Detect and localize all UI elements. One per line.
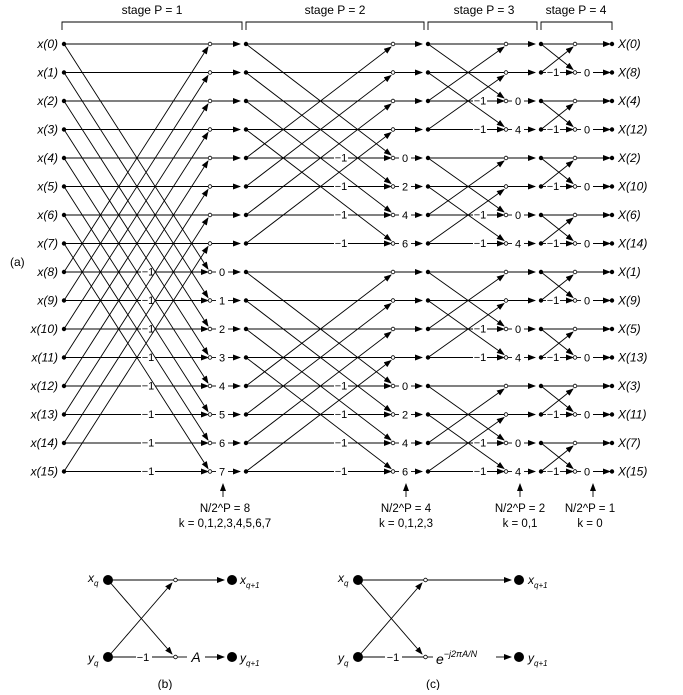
stage-2-cross-0-to-4	[246, 44, 391, 155]
stage-3-cross-2-to-0	[428, 47, 504, 101]
stage-3-minus-one-14: −1	[473, 437, 487, 450]
stage-1-minus-one-14: −1	[141, 437, 155, 450]
stage-3-cross-0-to-2	[428, 44, 504, 98]
stage-2-twiddle-7: 6	[401, 238, 409, 251]
stage-2-sum-0	[391, 42, 395, 46]
stage-3-cross-11-to-9	[428, 304, 504, 358]
butterfly-c-caption: (c)	[426, 677, 440, 690]
output-node-10	[610, 327, 614, 331]
stage-4-cross-2-to-3	[541, 101, 573, 127]
stage-3-sum-12	[504, 384, 508, 388]
stage-2-cross-10-to-14	[246, 329, 391, 440]
stage-1-minus-one-9: −1	[141, 295, 155, 307]
stage-3-cross-8-to-10	[428, 272, 504, 326]
stage-4-twiddle-5: 0	[583, 181, 591, 194]
output-label-13: X(11)	[618, 407, 647, 422]
stage-3-sum-10	[504, 327, 508, 331]
butterfly-b-node-xq1	[227, 575, 237, 585]
stage-2-cross-15-to-11	[246, 361, 391, 472]
stage-2-sum-7	[391, 242, 395, 246]
output-node-15	[610, 469, 614, 473]
stage-4-cross-10-to-11	[541, 329, 573, 355]
stage-4-sum-10	[573, 327, 577, 331]
stage-2-cross-12-to-8	[246, 275, 391, 386]
stage-1-sum-2	[208, 99, 212, 103]
stage-4-minus-one-1: −1	[546, 67, 560, 79]
stage-2-sum-14	[391, 441, 395, 445]
input-label-3: x(3)	[37, 122, 58, 137]
stage-3-label: stage P = 3	[453, 3, 515, 17]
stage-2-sum-2	[391, 99, 395, 103]
stage-3-twiddle-10: 0	[514, 324, 522, 336]
stage-2-minus-one-13: −1	[334, 409, 348, 421]
output-node-0	[610, 42, 614, 46]
output-label-0: X(0)	[618, 37, 641, 51]
butterfly-c-xq1-label: $x_{q+1}$	[528, 573, 548, 590]
stage-1-cross-7-to-15	[64, 244, 208, 469]
stage-1-sum-3	[208, 128, 212, 132]
stage-1-minus-one-8: −1	[141, 266, 155, 279]
stage-3-minus-one-2: −1	[473, 95, 487, 108]
input-label-10: x(10)	[30, 322, 58, 336]
input-label-6: x(6)	[37, 208, 58, 222]
output-node-5	[610, 184, 614, 188]
stage-1-minus-one-15: −1	[141, 466, 155, 478]
output-node-6	[610, 213, 614, 217]
butterfly-c-yq1-label: $y_{q+1}$	[528, 651, 548, 668]
stage-1-twiddle-8: 0	[218, 267, 226, 279]
stage-4-sum-7	[573, 242, 577, 246]
stage-3-cross-4-to-6	[428, 158, 504, 212]
butterfly-b-yq-label: $y_q$	[88, 651, 99, 668]
stage-3-sum-2	[504, 99, 508, 103]
stage-1-sum-9	[208, 299, 212, 303]
stage-2-cross-7-to-3	[246, 133, 391, 244]
stage-2-cross-4-to-0	[246, 47, 391, 158]
input-label-11: x(11)	[31, 350, 58, 365]
stage-1-sum-13	[208, 413, 212, 417]
stage-1-cross-6-to-14	[64, 215, 208, 440]
butterfly-b-cross-up	[108, 583, 172, 657]
stage-1-minus-one-13: −1	[141, 409, 155, 421]
stage-3-note-line1: N/2^P = 2	[494, 503, 546, 515]
stage-1-minus-one-12: −1	[141, 380, 155, 393]
output-label-12: X(3)	[618, 379, 641, 393]
stage-4-sum-13	[573, 413, 577, 417]
output-node-14	[610, 441, 614, 445]
output-node-8	[610, 270, 614, 274]
stage-3-minus-one-15: −1	[473, 466, 487, 478]
stage-4-minus-one-11: −1	[546, 352, 560, 364]
signal-flow-graph	[30, 37, 648, 479]
input-label-1: x(1)	[37, 65, 58, 80]
butterfly-c-yq-label: $y_q$	[338, 651, 349, 668]
stage-3-sum-15	[504, 470, 508, 474]
butterfly-c-sum-top	[424, 578, 428, 582]
butterfly-c-cross-down	[358, 580, 422, 654]
stage-4-sum-2	[573, 99, 577, 103]
stage-1-cross-15-to-7	[64, 247, 208, 472]
stage-2-cross-8-to-12	[246, 272, 391, 383]
stage-1-twiddle-15: 7	[218, 466, 226, 479]
stage-1-sum-0	[208, 42, 212, 46]
output-node-13	[610, 412, 614, 416]
stage-3-cross-7-to-5	[428, 190, 504, 244]
stage-1-twiddle-14: 6	[218, 438, 226, 450]
stage-3-sum-0	[504, 42, 508, 46]
stage-3-twiddle-14: 0	[514, 438, 522, 450]
stage-2-sum-9	[391, 299, 395, 303]
stage-2-sum-1	[391, 71, 395, 75]
stage-2-label: stage P = 2	[304, 3, 366, 17]
stage-1-cross-2-to-10	[64, 101, 208, 326]
butterfly-c-multiplier: $e^{-j2\pi A/N}$	[436, 649, 478, 667]
input-label-12: x(12)	[30, 379, 58, 393]
stage-2-cross-9-to-13	[246, 301, 391, 412]
stage-4-minus-one-7: −1	[546, 238, 560, 250]
stage-4-minus-one-3: −1	[546, 124, 560, 136]
stage-1-twiddle-12: 4	[218, 381, 226, 393]
input-label-13: x(13)	[30, 407, 58, 422]
stage-3-cross-6-to-4	[428, 161, 504, 215]
butterfly-c-node-yq1	[514, 652, 524, 662]
stage-1-cross-9-to-1	[64, 76, 208, 301]
stage-1-sum-15	[208, 470, 212, 474]
stage-4-sum-1	[573, 71, 577, 75]
stage-2-minus-one-4: −1	[334, 152, 348, 165]
stage-3-minus-one-11: −1	[473, 352, 487, 364]
input-label-0: x(0)	[37, 37, 58, 51]
stage-2-sum-6	[391, 213, 395, 217]
output-label-9: X(9)	[618, 293, 641, 308]
stage-2-minus-one-12: −1	[334, 380, 348, 393]
stage-1-cross-0-to-8	[64, 44, 208, 269]
stage-4-minus-one-5: −1	[546, 181, 560, 193]
stage-1-cross-11-to-3	[64, 133, 208, 358]
stage-1-cross-3-to-11	[64, 130, 208, 355]
stage-3-cross-10-to-8	[428, 275, 504, 329]
stage-3-twiddle-7: 4	[514, 238, 522, 251]
stage-2-twiddle-13: 2	[401, 409, 409, 422]
stage-4-minus-one-9: −1	[546, 295, 560, 307]
butterfly-b-caption: (b)	[157, 677, 173, 690]
stage-3-sum-7	[504, 242, 508, 246]
output-node-3	[610, 127, 614, 131]
output-label-3: X(12)	[618, 122, 648, 137]
stage-4-twiddle-13: 0	[583, 409, 591, 422]
butterfly-b-xq-label: $x_q$	[88, 571, 99, 588]
stage-2-sum-12	[391, 384, 395, 388]
butterfly-c	[337, 571, 548, 690]
stage-3-minus-one-6: −1	[473, 209, 487, 222]
stage-3-minus-one-3: −1	[473, 124, 487, 136]
stage-4-sum-4	[573, 156, 577, 160]
stage-4-sum-3	[573, 128, 577, 132]
stage-4-cross-14-to-15	[541, 443, 573, 469]
stage-2-sum-11	[391, 356, 395, 360]
stage-2-twiddle-5: 2	[401, 181, 409, 194]
stage-1-cross-12-to-4	[64, 161, 208, 386]
stage-1-cross-5-to-13	[64, 187, 208, 412]
stage-3-sum-4	[504, 156, 508, 160]
input-label-5: x(5)	[37, 179, 58, 194]
stage-2-cross-14-to-10	[246, 332, 391, 443]
stage-1-cross-8-to-0	[64, 47, 208, 272]
output-node-7	[610, 241, 614, 245]
stage-2-note-line1: N/2^P = 4	[380, 503, 432, 515]
stage-2-cross-5-to-1	[246, 76, 391, 187]
butterfly-b-cross-down	[108, 580, 172, 654]
stage-3-sum-9	[504, 299, 508, 303]
stage-2-note-line2: k = 0,1,2,3	[378, 518, 434, 530]
stage-4-brace	[541, 22, 612, 30]
butterfly-b	[87, 571, 260, 690]
stage-2-sum-8	[391, 270, 395, 274]
stage-3-sum-11	[504, 356, 508, 360]
stage-2-minus-one-7: −1	[334, 238, 348, 250]
stage-2-cross-2-to-6	[246, 101, 391, 212]
stage-3-cross-5-to-7	[428, 187, 504, 241]
stage-1-cross-1-to-9	[64, 73, 208, 298]
butterfly-b-minus-one: −1	[136, 652, 150, 664]
stage-3-cross-9-to-11	[428, 301, 504, 355]
stage-3-twiddle-6: 0	[514, 210, 522, 222]
stage-3-cross-13-to-15	[428, 415, 504, 469]
stage-3-sum-13	[504, 413, 508, 417]
stage-3-note-line2: k = 0,1	[502, 518, 538, 530]
butterfly-b-yq1-label: $y_{q+1}$	[240, 651, 260, 668]
stage-4-note-line2: k = 0	[577, 518, 603, 530]
stage-4-cross-4-to-5	[541, 158, 573, 184]
stage-4-sum-5	[573, 185, 577, 189]
stage-2-sum-15	[391, 470, 395, 474]
output-label-7: X(14)	[618, 236, 648, 251]
stage-4-cross-12-to-13	[541, 386, 573, 412]
input-label-4: x(4)	[37, 151, 58, 165]
stage-4-label: stage P = 4	[545, 3, 607, 17]
output-label-15: X(15)	[618, 464, 648, 479]
input-label-9: x(9)	[37, 293, 58, 308]
stage-1-minus-one-10: −1	[141, 323, 155, 336]
stage-3-minus-one-7: −1	[473, 238, 487, 250]
output-node-2	[610, 99, 614, 103]
stage-1-twiddle-13: 5	[218, 409, 226, 422]
stage-1-label: stage P = 1	[121, 3, 183, 17]
stage-1-sum-10	[208, 327, 212, 331]
output-label-2: X(4)	[618, 94, 641, 108]
stage-2-twiddle-4: 0	[401, 153, 409, 165]
stage-headers	[62, 3, 612, 30]
stage-2-cross-3-to-7	[246, 130, 391, 241]
butterfly-b-node-yq1	[227, 652, 237, 662]
butterfly-b-sum-bottom	[174, 655, 178, 659]
stage-1-minus-one-11: −1	[141, 352, 155, 364]
stage-2-twiddle-6: 4	[401, 210, 409, 222]
input-label-14: x(14)	[30, 436, 58, 450]
stage-1-note-line2: k = 0,1,2,3,4,5,6,7	[178, 518, 272, 530]
stage-1-cross-13-to-5	[64, 190, 208, 415]
stage-4-twiddle-7: 0	[583, 238, 591, 251]
stage-3-cross-12-to-14	[428, 386, 504, 440]
stage-3-minus-one-10: −1	[473, 323, 487, 336]
stage-4-cross-6-to-7	[541, 215, 573, 241]
stage-1-sum-12	[208, 384, 212, 388]
stage-3-sum-5	[504, 185, 508, 189]
stage-1-twiddle-10: 2	[218, 324, 226, 336]
stage-4-sum-12	[573, 384, 577, 388]
stage-1-note-line1: N/2^P = 8	[199, 503, 251, 515]
output-node-11	[610, 355, 614, 359]
stage-3-cross-14-to-12	[428, 389, 504, 443]
stage-3-sum-3	[504, 128, 508, 132]
output-label-4: X(2)	[618, 151, 641, 165]
stage-2-brace	[246, 22, 424, 30]
stage-1-brace	[62, 22, 242, 30]
stage-4-sum-0	[573, 42, 577, 46]
stage-1-twiddle-11: 3	[218, 352, 226, 365]
stage-3-twiddle-2: 0	[514, 96, 522, 108]
stage-2-minus-one-15: −1	[334, 466, 348, 478]
output-label-14: X(7)	[618, 436, 641, 450]
output-label-6: X(6)	[618, 208, 641, 222]
output-node-4	[610, 156, 614, 160]
stage-3-sum-14	[504, 441, 508, 445]
stage-2-cross-13-to-9	[246, 304, 391, 415]
stage-1-cross-14-to-6	[64, 218, 208, 443]
output-label-1: X(8)	[618, 65, 641, 80]
output-label-10: X(5)	[618, 322, 641, 336]
stage-4-twiddle-1: 0	[583, 67, 591, 80]
stage-4-sum-11	[573, 356, 577, 360]
input-label-8: x(8)	[37, 265, 58, 279]
output-node-12	[610, 384, 614, 388]
stage-3-sum-1	[504, 71, 508, 75]
stage-2-cross-1-to-5	[246, 73, 391, 184]
stage-4-twiddle-3: 0	[583, 124, 591, 137]
stage-4-twiddle-15: 0	[583, 466, 591, 479]
stage-3-twiddle-3: 4	[514, 124, 522, 137]
stage-4-sum-15	[573, 470, 577, 474]
butterfly-b-xq1-label: $x_{q+1}$	[240, 573, 260, 590]
stage-3-twiddle-15: 4	[514, 466, 522, 479]
stage-2-twiddle-15: 6	[401, 466, 409, 479]
stage-1-sum-6	[208, 213, 212, 217]
stage-3-sum-8	[504, 270, 508, 274]
output-label-5: X(10)	[618, 179, 648, 194]
stage-1-cross-10-to-2	[64, 104, 208, 329]
stage-2-sum-4	[391, 156, 395, 160]
stage-4-sum-9	[573, 299, 577, 303]
stage-2-sum-10	[391, 327, 395, 331]
stage-3-cross-15-to-13	[428, 418, 504, 472]
stage-2-sum-5	[391, 185, 395, 189]
input-label-2: x(2)	[37, 94, 58, 108]
butterfly-c-sum-bottom	[424, 655, 428, 659]
stage-2-twiddle-12: 0	[401, 381, 409, 393]
stage-4-minus-one-15: −1	[546, 466, 560, 478]
output-label-8: X(1)	[618, 265, 641, 279]
stage-1-sum-4	[208, 156, 212, 160]
butterfly-c-cross-up	[358, 583, 422, 657]
stage-3-cross-1-to-3	[428, 73, 504, 127]
stage-2-twiddle-14: 4	[401, 438, 409, 450]
stage-2-minus-one-14: −1	[334, 437, 348, 450]
output-node-9	[610, 298, 614, 302]
stage-4-twiddle-9: 0	[583, 295, 591, 308]
stage-notes	[179, 484, 615, 530]
stage-1-sum-5	[208, 185, 212, 189]
input-label-7: x(7)	[37, 236, 58, 251]
stage-1-cross-4-to-12	[64, 158, 208, 383]
stage-4-sum-8	[573, 270, 577, 274]
stage-1-twiddle-9: 1	[218, 295, 226, 308]
output-label-11: X(13)	[618, 350, 648, 365]
stage-3-cross-3-to-1	[428, 76, 504, 130]
stage-2-sum-13	[391, 413, 395, 417]
stage-4-twiddle-11: 0	[583, 352, 591, 365]
stage-1-sum-11	[208, 356, 212, 360]
butterfly-c-xq-label: $x_q$	[338, 571, 349, 588]
stage-4-cross-8-to-9	[541, 272, 573, 298]
butterfly-c-minus-one: −1	[386, 652, 400, 664]
stage-3-brace	[428, 22, 537, 30]
stage-3-twiddle-11: 4	[514, 352, 522, 365]
stage-4-minus-one-13: −1	[546, 409, 560, 421]
stage-1-sum-1	[208, 71, 212, 75]
stage-4-sum-14	[573, 441, 577, 445]
butterfly-c-node-xq1	[514, 575, 524, 585]
butterfly-b-multiplier: A	[191, 649, 201, 665]
input-label-15: x(15)	[30, 464, 58, 479]
figure-label-a: (a)	[10, 255, 25, 269]
stage-4-cross-0-to-1	[541, 44, 573, 70]
stage-2-minus-one-6: −1	[334, 209, 348, 222]
stage-1-sum-14	[208, 441, 212, 445]
stage-2-cross-11-to-15	[246, 358, 391, 469]
stage-3-sum-6	[504, 213, 508, 217]
stage-1-sum-8	[208, 270, 212, 274]
stage-2-minus-one-5: −1	[334, 181, 348, 193]
stage-4-sum-6	[573, 213, 577, 217]
output-node-1	[610, 70, 614, 74]
butterfly-b-sum-top	[174, 578, 178, 582]
stage-1-sum-7	[208, 242, 212, 246]
stage-4-note-line1: N/2^P = 1	[564, 503, 616, 515]
stage-2-cross-6-to-2	[246, 104, 391, 215]
stage-2-sum-3	[391, 128, 395, 132]
